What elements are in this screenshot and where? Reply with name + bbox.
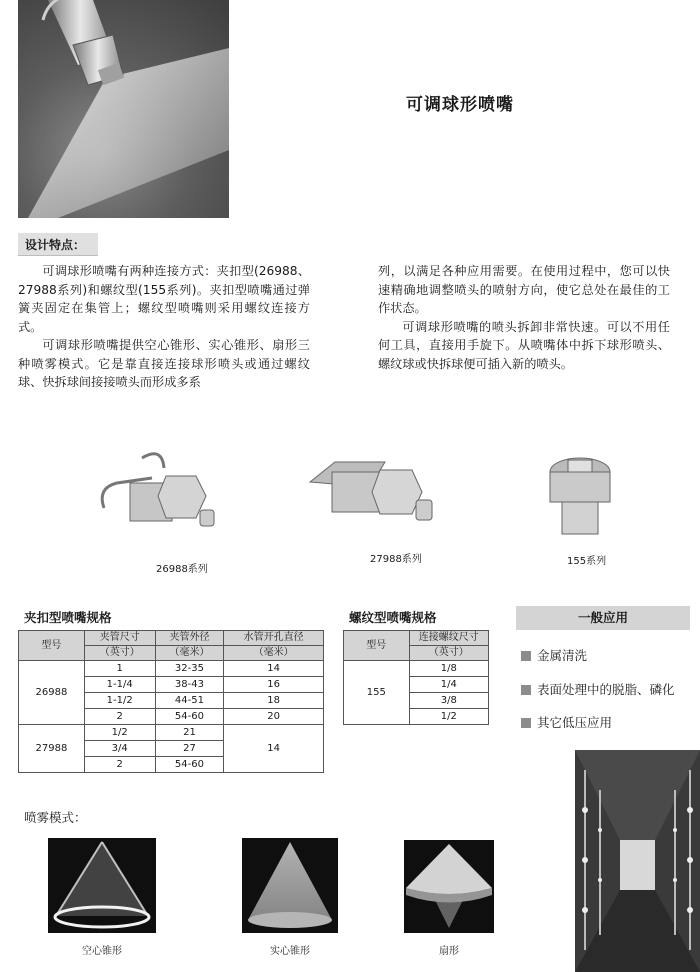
design-text-column-2 [378,262,670,373]
table-header-unit: （英寸） [84,646,155,661]
table-header: 夹管外径 [155,631,224,646]
thread-spec-table [343,630,489,725]
table-header: 型号 [19,631,85,661]
table-cell: 44-51 [155,693,224,709]
product-26988-image [92,448,232,548]
product-155-image [540,452,620,542]
table-row [19,661,324,677]
product-caption: 26988系列 [156,564,208,575]
table-header-unit: （英寸） [409,646,488,661]
application-item [521,713,612,731]
table-cell-model: 27988 [19,725,85,773]
spray-pattern-caption: 实心锥形 [270,946,310,957]
hero-photo [18,0,229,218]
clamp-table-title: 夹扣型喷嘴规格 [24,610,112,625]
table-header: 连接螺纹尺寸 [409,631,488,646]
spray-pattern-caption: 扇形 [439,946,459,957]
table-row [19,725,324,741]
table-cell: 14 [224,661,324,677]
square-bullet-icon [521,685,531,695]
table-cell: 1-1/4 [84,677,155,693]
design-paragraph: 列，以满足各种应用需要。在使用过程中，您可以快速精确地调整喷头的喷射方向，使它总处在最佳的工作状态。 [378,264,670,315]
applications-title: 一般应用 [577,610,628,625]
table-cell: 3/8 [409,693,488,709]
table-row [344,661,489,677]
application-item [521,646,587,664]
table-cell: 18 [224,693,324,709]
product-27988-image [300,452,445,532]
design-features-header [18,233,98,256]
application-label: 金属清洗 [537,648,588,663]
page-title: 可调球形喷嘴 [406,95,514,115]
design-text-column-1 [18,262,310,392]
table-header-unit: （毫米） [155,646,224,661]
table-cell: 32-35 [155,661,224,677]
table-header-unit: （毫米） [224,646,324,661]
clamp-spec-table [18,630,324,773]
applications-header [516,606,690,630]
solid-cone-image [242,838,338,933]
application-item [521,680,675,698]
table-cell: 21 [155,725,224,741]
table-cell: 1/8 [409,661,488,677]
table-cell: 1 [84,661,155,677]
product-caption: 27988系列 [370,554,422,565]
table-cell: 1/2 [84,725,155,741]
table-cell: 1/2 [409,709,488,725]
application-label: 其它低压应用 [537,715,613,730]
table-cell: 54-60 [155,757,224,773]
product-caption: 155系列 [567,556,607,567]
table-cell-model: 26988 [19,661,85,725]
table-cell: 1/4 [409,677,488,693]
spray-pattern-caption: 空心锥形 [82,946,122,957]
table-cell: 3/4 [84,741,155,757]
design-paragraph: 可调球形喷嘴的喷头拆卸非常快速。可以不用任何工具，直接用手旋下。从喷嘴体中拆下球形喷头、螺纹球或快拆球便可插入新的喷头。 [378,319,670,371]
flat-fan-image [404,840,494,933]
spray-tunnel-photo [575,750,700,972]
table-cell: 2 [84,757,155,773]
design-paragraph: 可调球形喷嘴提供空心锥形、实心锥形、扇形三种喷雾模式。它是靠直接连接球形喷头或通过螺纹球、快拆球间接接喷头而形成多系 [18,338,310,389]
thread-table-title: 螺纹型喷嘴规格 [349,610,437,625]
square-bullet-icon [521,651,531,661]
table-header: 夹管尺寸 [84,631,155,646]
table-cell: 16 [224,677,324,693]
table-cell-model: 155 [344,661,410,725]
application-label: 表面处理中的脱脂、磷化 [537,682,675,697]
hollow-cone-image [48,838,156,933]
design-paragraph: 可调球形喷嘴有两种连接方式：夹扣型(26988、27988系列)和螺纹型(155系列)。夹扣型喷嘴通过弹簧夹固定在集管上；螺纹型喷嘴则采用螺纹连接方式。 [18,264,310,334]
design-features-label: 设计特点： [25,238,86,252]
table-cell: 2 [84,709,155,725]
table-header: 水管开孔直径 [224,631,324,646]
table-cell: 54-60 [155,709,224,725]
table-cell: 20 [224,709,324,725]
table-cell: 1-1/2 [84,693,155,709]
spray-patterns-header: 喷雾模式： [24,810,87,825]
square-bullet-icon [521,718,531,728]
table-cell: 38-43 [155,677,224,693]
table-header: 型号 [344,631,410,661]
table-cell: 27 [155,741,224,757]
table-cell: 14 [224,725,324,773]
